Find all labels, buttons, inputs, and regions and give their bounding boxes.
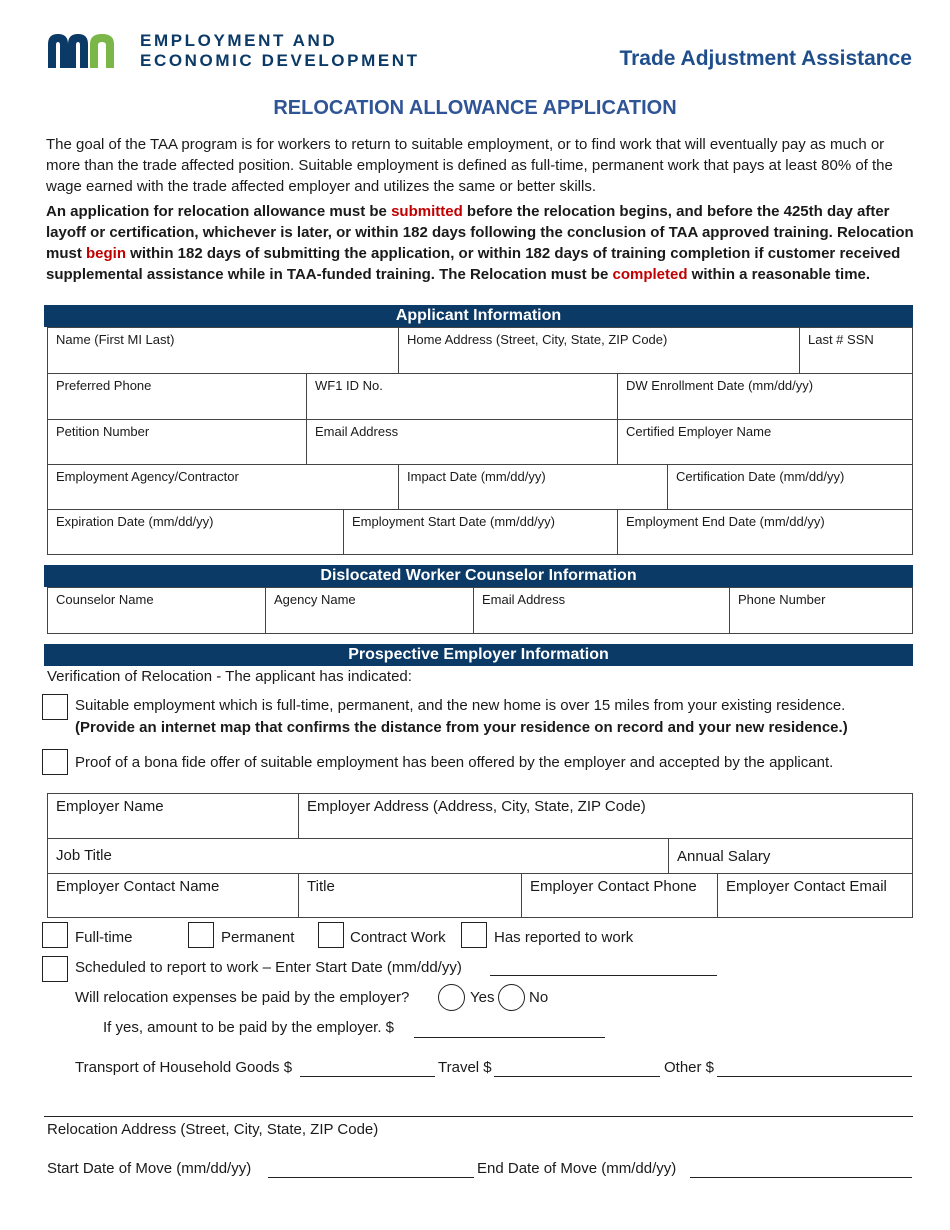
notice-text-4: within a reasonable time.	[687, 266, 871, 283]
notice-text-3: within 182 days of submitting the application, or within 182 days of training completion if customer received supplemental assistance while in TAA-funded training. The Relocation must be	[46, 245, 901, 283]
field-label: Name (First MI Last)	[56, 332, 175, 347]
yes-radio[interactable]	[438, 984, 465, 1011]
field-label: Employment Agency/Contractor	[56, 469, 239, 484]
reported-to-work-checkbox[interactable]	[461, 922, 487, 948]
amount-input-line[interactable]	[414, 1037, 605, 1038]
field-label: Email Address	[482, 592, 566, 607]
contract-work-checkbox[interactable]	[318, 922, 344, 948]
org-name-line1: EMPLOYMENT AND	[140, 31, 338, 50]
employer-contact-name-field[interactable]	[47, 873, 300, 918]
field-label: Last # SSN	[808, 332, 874, 347]
scheduled-checkbox[interactable]	[42, 956, 68, 982]
distance-option-text: Suitable employment which is full-time, permanent, and the new home is over 15 miles from your existing residence.	[75, 697, 846, 714]
other-label: Other $	[664, 1059, 715, 1076]
employment-end-date-field[interactable]	[617, 509, 913, 555]
transport-label: Transport of Household Goods $	[75, 1059, 293, 1076]
other-input-line[interactable]	[717, 1076, 912, 1077]
permanent-checkbox[interactable]	[188, 922, 214, 948]
notice-text-2: before the relocation begins, and before the 425th day after layoff or certification, whichever is later, or within 182 days following the conclusion of TAA approved training. Relocation must	[46, 203, 914, 262]
permanent-label: Permanent	[221, 929, 295, 946]
field-label: Email Address	[315, 424, 399, 439]
form-title: RELOCATION ALLOWANCE APPLICATION	[273, 97, 677, 119]
field-label: Title	[307, 878, 335, 895]
field-label: Employer Contact Name	[56, 878, 220, 895]
offer-checkbox[interactable]	[42, 749, 68, 775]
employer-address-field[interactable]	[298, 793, 913, 839]
field-label: Employer Contact Phone	[530, 878, 697, 895]
petition-number-field[interactable]	[47, 419, 307, 465]
field-label: Home Address (Street, City, State, ZIP Code)	[407, 332, 668, 347]
applicant-name-field[interactable]	[47, 327, 399, 374]
program-title: Trade Adjustment Assistance	[619, 47, 912, 70]
field-label: WF1 ID No.	[315, 378, 383, 393]
field-label: Employment Start Date (mm/dd/yy)	[352, 514, 555, 529]
employment-agency-field[interactable]	[47, 464, 399, 510]
end-move-label: End Date of Move (mm/dd/yy)	[477, 1160, 677, 1177]
employment-start-date-field[interactable]	[343, 509, 619, 555]
field-label: Counselor Name	[56, 592, 154, 607]
employer-section-header: Prospective Employer Information	[44, 644, 913, 666]
deadline-notice	[46, 201, 916, 285]
field-label: Phone Number	[738, 592, 826, 607]
distance-checkbox[interactable]	[42, 694, 68, 720]
employer-contact-email-field[interactable]	[717, 873, 913, 918]
relocation-divider	[44, 1116, 913, 1117]
start-date-input-line[interactable]	[490, 975, 717, 976]
field-label: Certified Employer Name	[626, 424, 772, 439]
notice-highlight-begin: begin	[86, 245, 127, 262]
counselor-email-field[interactable]	[473, 587, 730, 634]
applicant-email-field[interactable]	[306, 419, 619, 465]
amount-label: If yes, amount to be paid by the employer. $	[103, 1019, 395, 1036]
field-label: Employer Address (Address, City, State, ZIP Code)	[307, 798, 646, 815]
field-label: Job Title	[56, 847, 112, 864]
offer-option-text: Proof of a bona fide offer of suitable employment has been offered by the employer and accepted by the applicant.	[75, 754, 834, 771]
field-label: Preferred Phone	[56, 378, 152, 393]
dw-enrollment-date-field[interactable]	[617, 373, 913, 420]
notice-text-1: An application for relocation allowance must be	[46, 203, 392, 220]
contract-work-label: Contract Work	[350, 929, 446, 946]
ssn-field[interactable]	[799, 327, 913, 374]
job-title-field[interactable]	[47, 838, 670, 874]
no-radio[interactable]	[498, 984, 525, 1011]
start-move-input-line[interactable]	[268, 1177, 474, 1178]
employer-contact-phone-field[interactable]	[521, 873, 719, 918]
field-label: Annual Salary	[677, 848, 771, 865]
counselor-phone-field[interactable]	[729, 587, 913, 634]
field-label: Employment End Date (mm/dd/yy)	[626, 514, 825, 529]
org-name-line2: ECONOMIC DEVELOPMENT	[140, 51, 420, 70]
employer-name-field[interactable]	[47, 793, 300, 839]
home-address-field[interactable]	[398, 327, 801, 374]
full-time-label: Full-time	[75, 929, 133, 946]
field-label: Impact Date (mm/dd/yy)	[407, 469, 546, 484]
counselor-section-header: Dislocated Worker Counselor Information	[44, 565, 913, 587]
travel-input-line[interactable]	[494, 1076, 660, 1077]
notice-highlight-submitted: submitted	[391, 203, 463, 220]
annual-salary-field[interactable]	[668, 838, 913, 874]
no-label: No	[529, 989, 549, 1006]
field-label: Expiration Date (mm/dd/yy)	[56, 514, 214, 529]
relocation-address-field[interactable]: Relocation Address (Street, City, State, ZIP Code)	[47, 1121, 379, 1138]
expiration-date-field[interactable]	[47, 509, 344, 555]
applicant-section-header: Applicant Information	[44, 305, 913, 327]
field-label: DW Enrollment Date (mm/dd/yy)	[626, 378, 814, 393]
field-label: Petition Number	[56, 424, 150, 439]
paid-by-employer-question: Will relocation expenses be paid by the employer?	[75, 989, 410, 1006]
travel-label: Travel $	[438, 1059, 492, 1076]
mn-logo-icon	[46, 30, 128, 70]
certified-employer-field[interactable]	[617, 419, 913, 465]
start-move-label: Start Date of Move (mm/dd/yy)	[47, 1160, 252, 1177]
contact-title-field[interactable]	[298, 873, 523, 918]
full-time-checkbox[interactable]	[42, 922, 68, 948]
verification-label: Verification of Relocation - The applicant has indicated:	[47, 668, 412, 685]
transport-input-line[interactable]	[300, 1076, 435, 1077]
org-name	[140, 31, 420, 71]
field-label: Employer Name	[56, 798, 164, 815]
intro-paragraph: The goal of the TAA program is for workers to return to suitable employment, or to find work that will eventually pay as much or more than the trade affected position. Suitable employment is defined as full-time, permanent work that pays at least 80% of the wage earned with the trade affected employer and utilizes the same or better skills.	[46, 136, 893, 195]
counselor-name-field[interactable]	[47, 587, 266, 634]
notice-highlight-completed: completed	[612, 266, 688, 283]
counselor-agency-field[interactable]	[265, 587, 474, 634]
field-label: Agency Name	[274, 592, 356, 607]
preferred-phone-field[interactable]	[47, 373, 307, 420]
end-move-input-line[interactable]	[690, 1177, 912, 1178]
field-label: Employer Contact Email	[726, 878, 887, 895]
scheduled-label: Scheduled to report to work – Enter Start Date (mm/dd/yy)	[75, 959, 462, 976]
yes-label: Yes	[470, 989, 495, 1006]
distance-option-note: (Provide an internet map that confirms the distance from your residence on record and your new residence.)	[75, 719, 848, 736]
reported-to-work-label: Has reported to work	[494, 929, 634, 946]
certification-date-field[interactable]	[667, 464, 913, 510]
field-label: Certification Date (mm/dd/yy)	[676, 469, 845, 484]
wf1-id-field[interactable]	[306, 373, 619, 420]
impact-date-field[interactable]	[398, 464, 669, 510]
